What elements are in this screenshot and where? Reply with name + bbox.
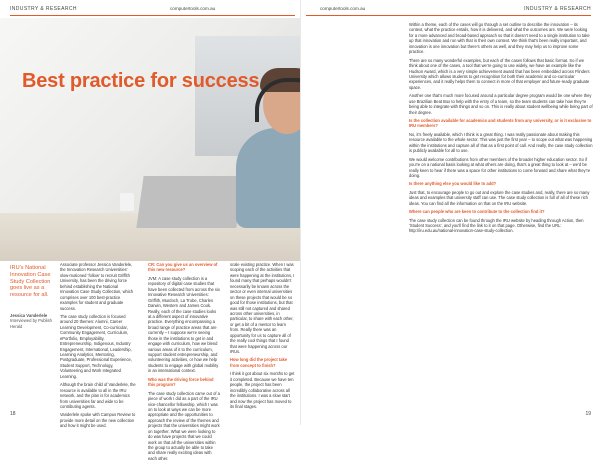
- byline: [10, 313, 54, 329]
- question: Is there anything else you would like to add?: [409, 181, 497, 187]
- body-column-3: [230, 262, 296, 412]
- body-column-2: [148, 262, 220, 464]
- header-rule: [10, 15, 295, 16]
- right-page: [300, 0, 600, 425]
- question: CR: Can you give us an overview of this new resource?: [148, 262, 218, 273]
- article-title: Best practice for success: [22, 70, 260, 92]
- body-column-right: [409, 22, 593, 237]
- paragraph: There are so many wonderful examples, but each of the cases follows that basic format. So if we think about one of the cases, a tool that we’re going to use widely, we have an example like the Hudson Award, which is a very simple achievement award that has been embedded across Flinders University which allows students to get recognition for both their academic and co-curricular experiences, and it really helps them to connect in more of that employer and future-ready graduate space.: [409, 57, 590, 90]
- paragraph: I think it got about six months to get it completed. Because we have ten people, the project has been incredibly collaborative across all the institutions. I was a slow start and now the project has moved to its final stages.: [230, 371, 295, 409]
- paragraph: Within a theme, each of the cases will go through a set outline to describe the innovation – its context, what the practice entails, how it is delivered, and what the outcomes are. We were looking for a more advanced and broad-based approach so that it doesn’t need to a single institution to take up that innovation and run with that in their own context. We think that’s been really important, and innovation is one innovation but there’s others as well, and they may help us to improve some practice.: [409, 22, 590, 55]
- paragraph: JVM: A case study collection is a repository of digital case studies that have been collected from across the six Innovative Research Universities: Griffith, Murdoch, La Trobe, Charles Darwin, Western and James Cook. Really, each of the case studies looks at a different aspect of innovative practice. Everything encompassing a broad range of practice areas that are currently – I suppose we’re seeing those in the institutions to get in and engage with curriculum, how we blend various areas of it to the curriculum, support student entrepreneurship, and volunteering activities, or how we help students to engage with global mobility in an international context.: [148, 275, 220, 374]
- photo-cup: [120, 193, 134, 211]
- left-page: [0, 0, 300, 461]
- paragraph: Vanderlele spoke with Campus Review to provide more detail on the new collection and how it might be used.: [60, 412, 136, 429]
- paragraph: Another one that’s much more focused around a particular degree program would be one where they use Brazilian Beat Box to help with the entry of a team, so the team students can take how they’re being able to integrate with things and so on. This is really about student wellbeing while being part of their degree.: [409, 93, 593, 115]
- paragraph: Although the brain child of Vanderlele, the resource is available to all in the IRU network, and the plan is for academics from universities far and wide to be contributing agents.: [60, 382, 136, 409]
- page-number: 19: [585, 411, 591, 417]
- paragraph: The case study collection can be found through the IRU website by heading through Action, then ‘Student Success’, and you’ll find the link to it on that page. Otherwise, find the URL: http://iru.edu.au/national-innovation-case-study-collection.: [409, 217, 584, 234]
- paragraph: Just that, to encourage people to go out and explore the case studies and, really, there are so many ideas and examples that university staff can use. The case study collection is full of all of these rich ideas. You can find all the information on that on the IRU website.: [409, 189, 590, 206]
- byline-name: Jessica Vanderlele: [10, 313, 48, 318]
- site-url: computertools.com.au: [320, 6, 366, 11]
- body-column-1: [60, 262, 136, 432]
- paragraph: Associate professor Jessica Vanderlele, the Innovation Research Universities’ slow-motioned ‘follow’ to recruit Griffith University, has been the driving force behind establishing the National Innovation Case Study Collection, which comprises over 100 best-practice examples for student and graduate success.: [60, 262, 134, 311]
- paragraph: We would welcome contributions from other members of the broader higher education sector. So if you’re on a national basis looking at what others are doing, that’s a great thing to look at – we’d be really keen to hear if there was a space for other institutions to come forward and share what they’re doing.: [409, 156, 591, 178]
- question: How long did the project take from concept to finish?: [230, 357, 288, 368]
- section-header: INDUSTRY & RESEARCH: [524, 6, 591, 12]
- paragraph: The case study collection came out of a piece of work I did as a part of the IRU vice-chancellor fellowship, which I was on to look at ways we can be more appropriate and the opportunities to approach the review of the themes and projects that the universities might work on together. What we were looking to do was have projects that we could work on that all the universities within the group to actually be able to take and share really exciting ideas with each other.: [148, 390, 220, 461]
- paragraph: No, it’s freely available, which I think is a great thing. I was really passionate about making this resource available to the whole sector. This was just the first year – to scope out what was happening within the institutions and capture all of that as a first point of call. And really, the case study collection is publicly available for all to use.: [409, 131, 593, 154]
- paragraph: The case study collection is focused around 20 themes: Alumni, Career Learning Development, Co-curricular, Community Engagement, Curriculum, ePortfolio, Employability, Entrepreneurship, Indigenous, Industry Engagement, International, Leadership, Learning Analytics, Mentoring, Postgraduate, Professional Experience, Student Support, Technology, Volunteering and Work Integrated Learning.: [60, 313, 132, 379]
- header-rule: [306, 15, 591, 16]
- page-number: 18: [10, 411, 16, 417]
- photo-laptop: [136, 176, 243, 228]
- article-standfirst: IRU’s National Innovation Case Study Collection goes live as a resource for all.: [10, 265, 51, 299]
- question: Where can people who are keen to contribute to the collection find it?: [409, 209, 545, 215]
- byline-role: Interviewed by Publish Herald: [10, 318, 52, 329]
- question: Who was the driving force behind this program?: [148, 376, 214, 388]
- question: Is the collection available for academics and students from any university, or is it exclusive to IRU members?: [409, 118, 592, 129]
- section-header: INDUSTRY & RESEARCH: [10, 6, 77, 12]
- site-url: computertools.com.au: [170, 6, 216, 11]
- paragraph: scale existing practice. When I was scoping each of the activities that were happening at the institutions, I found many that perhaps wouldn’t necessarily be known across the sector or even internal universities on these projects that would be so good for those institutions, but that was still not captured and shared across other universities, in particular, to share with each other, or get a bit of a mentor to learn from. Really there was an opportunity for us to capture all of the really cool things that I found that were happening across our IRUs.: [230, 262, 295, 354]
